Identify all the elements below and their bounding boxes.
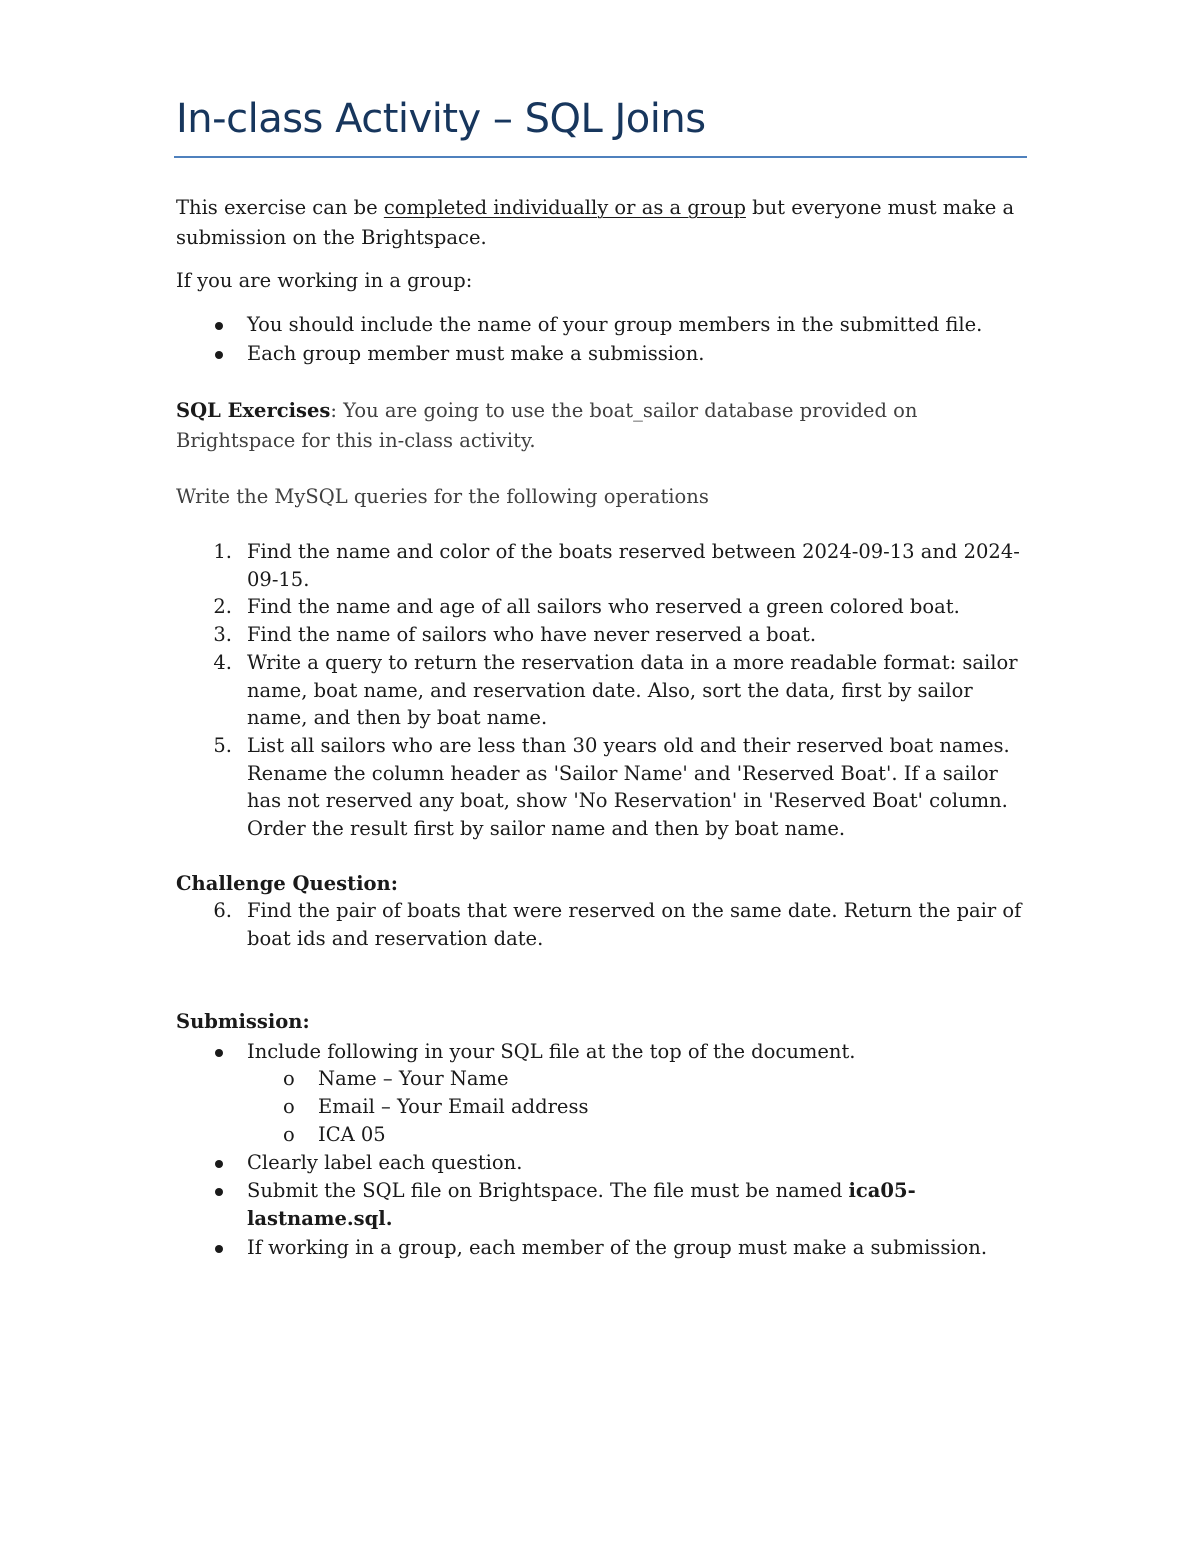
bullet-icon xyxy=(215,1245,223,1253)
submission-heading: Submission: xyxy=(176,1010,310,1033)
question-1 xyxy=(176,538,1036,594)
group-bullet-1 xyxy=(176,311,1036,339)
submission-bullet-3 xyxy=(176,1177,1036,1233)
bullet-icon xyxy=(215,1188,223,1196)
sql-exercises-label: SQL Exercises xyxy=(176,399,331,422)
submission-bullet-3-text: Submit the SQL file on Brightspace. The file must be named xyxy=(247,1179,849,1202)
sql-exercises-line-1 xyxy=(176,396,917,426)
file-name-part-a: ica05- xyxy=(848,1179,916,1202)
question-text: Find the name and age of all sailors who reserved a green colored boat. xyxy=(247,595,960,618)
question-5 xyxy=(176,732,1036,842)
question-text: Find the pair of boats that were reserved on the same date. Return the pair of boat ids and reservation date. xyxy=(247,899,1022,950)
title-underline-rule xyxy=(174,156,1027,158)
question-number: 1. xyxy=(213,540,232,563)
question-number: 6. xyxy=(213,899,232,922)
bullet-icon xyxy=(215,1160,223,1168)
group-bullet-text: Each group member must make a submission. xyxy=(247,342,705,365)
question-3 xyxy=(176,621,1036,649)
intro-line-1 xyxy=(176,193,1014,223)
submission-bullet-text: Clearly label each question. xyxy=(247,1151,523,1174)
question-number: 3. xyxy=(213,623,232,646)
bullet-icon xyxy=(215,351,223,359)
intro-line-2: submission on the Brightspace. xyxy=(176,226,487,249)
group-bullet-text: You should include the name of your group members in the submitted file. xyxy=(247,313,983,336)
question-text: Find the name of sailors who have never reserved a boat. xyxy=(247,623,817,646)
sql-exercises-line-2: Brightspace for this in-class activity. xyxy=(176,429,536,452)
write-instruction: Write the MySQL queries for the following operations xyxy=(176,485,709,508)
question-text: Write a query to return the reservation data in a more readable format: sailor name, boat name, and reservation date. Also, sort the data, first by sailor name, and then by boat name. xyxy=(247,651,1018,729)
group-bullet-2 xyxy=(176,340,1036,368)
question-number: 4. xyxy=(213,651,232,674)
submission-bullet-text xyxy=(247,1177,1036,1232)
bullet-icon xyxy=(215,1049,223,1057)
page-title: In-class Activity – SQL Joins xyxy=(176,96,706,142)
challenge-heading: Challenge Question: xyxy=(176,872,398,895)
question-text: Find the name and color of the boats reserved between 2024-09-13 and 2024-09-15. xyxy=(247,540,1020,591)
submission-bullet-2 xyxy=(176,1149,1036,1177)
intro-text-a: This exercise can be xyxy=(176,196,384,219)
sub-item-email: Email – Your Email address xyxy=(318,1095,589,1118)
sql-exercises-text: : You are going to use the boat_sailor database provided on xyxy=(330,399,918,422)
question-4 xyxy=(176,649,1036,732)
question-number: 2. xyxy=(213,595,232,618)
sub-bullet-marker: o xyxy=(283,1067,295,1090)
sub-bullet-marker: o xyxy=(283,1095,295,1118)
intro-underlined-phrase: completed individually or as a group xyxy=(383,196,746,219)
question-number: 5. xyxy=(213,734,232,757)
question-6 xyxy=(176,897,1036,953)
submission-bullet-text: If working in a group, each member of the group must make a submission. xyxy=(247,1236,988,1259)
file-name-part-b: lastname.sql. xyxy=(247,1206,393,1230)
bullet-icon xyxy=(215,322,223,330)
submission-bullet-text: Include following in your SQL file at the top of the document. xyxy=(247,1040,856,1063)
sub-bullet-marker: o xyxy=(283,1123,295,1146)
question-text: List all sailors who are less than 30 years old and their reserved boat names. Rename the column header as 'Sailor Name' and 'Reserved Boat'. If a sailor has not reserved any boat, show 'No Reservation' in 'Reserved Boat' column. Order the result first by sailor name and then by boat name. xyxy=(247,734,1010,840)
question-2 xyxy=(176,593,1036,621)
group-heading: If you are working in a group: xyxy=(176,269,473,292)
submission-bullet-4 xyxy=(176,1234,1036,1262)
intro-text-b: but everyone must make a xyxy=(745,196,1015,219)
submission-bullet-1 xyxy=(176,1038,1036,1066)
sub-item-name: Name – Your Name xyxy=(318,1067,509,1090)
sub-item-ica: ICA 05 xyxy=(318,1123,386,1146)
